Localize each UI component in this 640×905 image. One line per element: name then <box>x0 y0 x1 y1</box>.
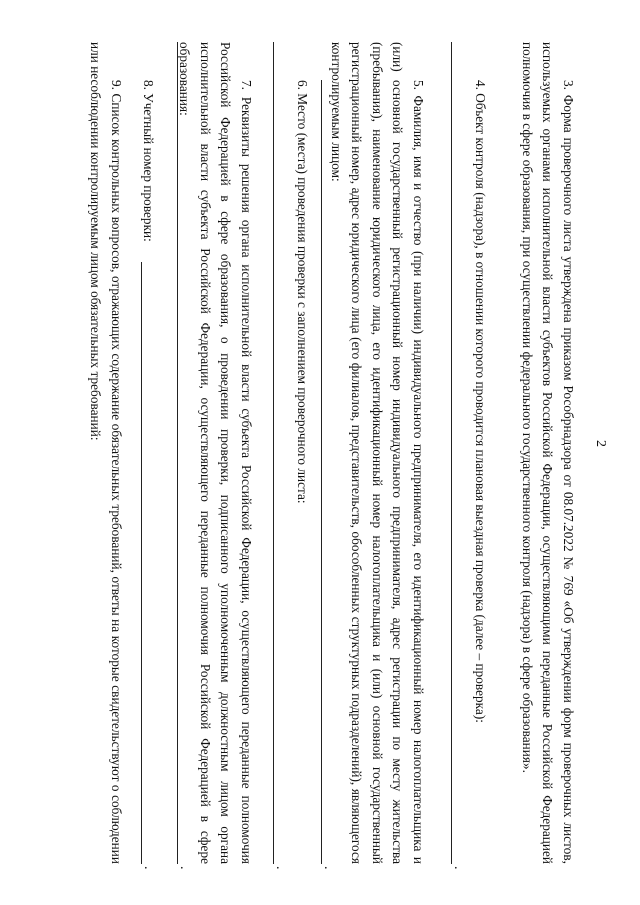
section-7-fill-line <box>177 42 178 864</box>
section-7-text: 7. Реквизиты решения органа исполнительной власти субъекта Российской Федерации, осуществляющего переданные полномочия Российской Федерацией в сфере образования, о проведении проверки, подписанного уполномоченным должностным лицом органа исполнительной власти субъекта Российской Федерации, осуществляющего переданные полномочия Российской Федерацией в сфере образования: <box>177 42 254 864</box>
section-6-end-mark: . <box>273 866 288 870</box>
section-7 <box>174 42 256 864</box>
section-4 <box>470 42 491 864</box>
section-9-text: 9. Список контрольных вопросов, отражающих содержание обязательных требований, ответы на которые свидетельствуют о соблюдении или несоблюдении контролируемым лицом обязательных требований: <box>88 42 124 864</box>
section-6-fill-line <box>273 42 274 864</box>
section-6 <box>292 42 313 864</box>
section-5-end-mark: . <box>321 866 336 870</box>
section-5 <box>326 42 429 864</box>
section-4-fill-line <box>451 42 452 864</box>
section-5-text: 5. Фамилия, имя и отчество (при наличии) индивидуального предпринимателя, его идентификационный номер налогоплательщика и (или) основной государственный регистрационный номер индивидуального предпринимателя, адрес регистрации по месту жительства (пребывания), наименование юридического лица, его идентификационный номер налогоплательщика и (или) основной государственный регистрационный номер, адрес юридического лица (его филиалов, представительств, обособленных структурных подразделений), являющегося контролируемым лицом: <box>329 42 426 864</box>
section-8-text: 8. Учетный номер проверки: <box>141 80 156 242</box>
section-9 <box>85 42 126 864</box>
section-4-end-mark: . <box>451 866 466 870</box>
section-8-end-mark: . <box>141 866 156 870</box>
section-7-end-mark: . <box>177 866 192 870</box>
section-8-fill-line <box>141 262 142 864</box>
section-6-text: 6. Место (места) проведения проверки с заполнением проверочного листа: <box>295 80 310 504</box>
section-4-text: 4. Объект контроля (надзора), в отношении которого проводится плановая выездная проверка (далее – проверка): <box>473 80 488 723</box>
section-5-fill-line <box>321 80 322 864</box>
page-number: 2 <box>593 440 608 447</box>
section-3-text: 3. Форма проверочного листа утверждена приказом Рособрнадзора от 08.07.2022 № 769 «Об утверждении форм проверочных листов, используемых органами исполнительной власти субъектов Российской Федерации, осуществляющими переданные Российской Федерацией полномочия в сфере образования, при осуществлении федерального государственного контроля (надзора) в сфере образования». <box>520 42 576 864</box>
section-3 <box>517 42 579 864</box>
